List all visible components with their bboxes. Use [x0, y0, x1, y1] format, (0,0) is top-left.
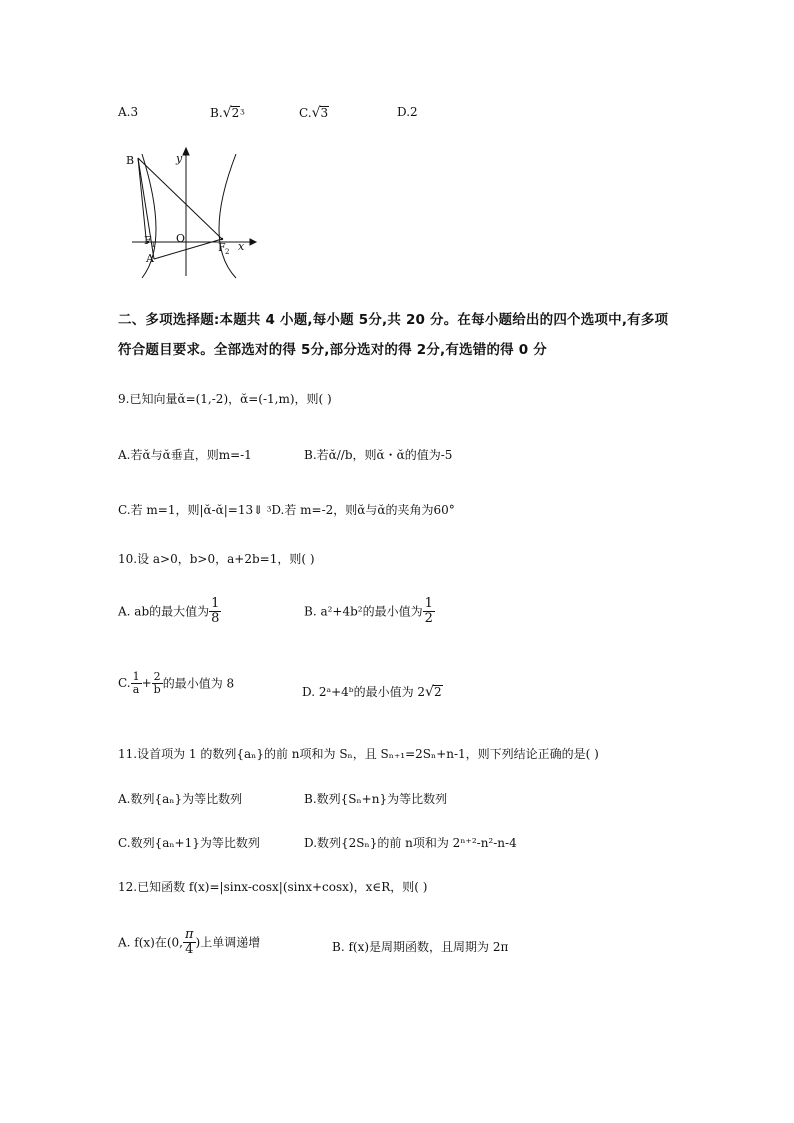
q9-option-b: B.若ᾰ//b，则ᾰ・ᾰ的值为-5 [304, 448, 453, 462]
q12-option-b: B. f(x)是周期函数，且周期为 2π [332, 940, 509, 954]
q10-option-d: D. 2ᵃ+4ᵇ的最小值为 2√2 [302, 684, 442, 700]
label-x: x [238, 240, 245, 253]
label-o: O [176, 232, 186, 245]
q10-option-c-den1: a [131, 683, 142, 696]
q12-option-a-fraction [183, 928, 196, 956]
label-f2-sub: 2 [225, 248, 230, 256]
label-f1: F [144, 234, 152, 247]
q11-option-c: C.数列{aₙ+1}为等比数列 [118, 836, 260, 850]
label-f2: F [218, 241, 226, 254]
q10-option-b-num: 1 [424, 596, 433, 611]
q8-option-b: B.√2ᶾ [210, 105, 245, 121]
label-b: B [126, 154, 135, 167]
q10-option-b [304, 597, 435, 625]
q10-option-c-num2: 2 [153, 670, 161, 683]
q10-option-c-num1: 1 [132, 670, 140, 683]
segment-bf2 [138, 158, 222, 239]
q10-option-a-den: 8 [211, 610, 220, 626]
q8-option-c: C.√3 [299, 105, 329, 121]
q10-option-c-den2: b [153, 682, 161, 696]
q12-option-a [118, 928, 260, 956]
q9-stem-a: 9.已知向量 [118, 392, 178, 406]
q8-option-c-prefix: C. [299, 106, 312, 120]
y-axis-arrow [183, 148, 189, 155]
section2-line1: 二、多项选择题:本题共 4 小题,每小题 5分,共 20 分。在每小题给出的四个选项中,有多项 [118, 312, 669, 328]
q12-option-a-prefix: A. f(x)在(0, [118, 935, 183, 950]
point-f2 [221, 238, 223, 240]
q10-option-b-den: 2 [424, 610, 433, 626]
hyperbola-right-branch [219, 154, 236, 278]
q10-option-b-fraction [423, 597, 435, 625]
q8-option-b-radicand: 2 [231, 106, 240, 120]
q10-option-d-radicand: 2 [433, 685, 442, 699]
q10-option-c-fraction1 [131, 671, 142, 695]
hyperbola-figure [118, 146, 258, 284]
q12-option-a-den: 4 [183, 942, 196, 957]
q11-option-d: D.数列{2Sₙ}的前 n项和为 2ⁿ⁺²-n²-n-4 [304, 836, 517, 850]
q8-option-d: D.2 [397, 105, 418, 119]
q10-option-c-prefix: C. [118, 676, 131, 691]
q9-stem [118, 390, 332, 407]
q9-option-a: A.若ᾰ与ᾰ垂直，则m=-1 [118, 448, 252, 462]
q8-option-b-suffix: ᶾ [240, 106, 245, 120]
q10-option-c [118, 671, 234, 695]
q10-option-a-fraction [209, 597, 221, 625]
q9-eq-a: =(1,-2)， [185, 392, 241, 406]
q8-option-a: A.3 [118, 105, 139, 119]
q10-option-c-fraction2 [152, 671, 163, 695]
q10-option-d-prefix: D. 2ᵃ+4ᵇ的最小值为 2 [302, 685, 426, 699]
q12-stem: 12.已知函数 f(x)=|sinx-cosx|(sinx+cosx)，x∈R，则( ) [118, 880, 428, 894]
q12-option-a-num: π [185, 927, 194, 942]
q11-option-a: A.数列{aₙ}为等比数列 [118, 792, 243, 806]
q11-option-b: B.数列{Sₙ+n}为等比数列 [304, 792, 448, 806]
q11-stem: 11.设首项为 1 的数列{aₙ}的前 n项和为 Sₙ，且 Sₙ₊₁=2Sₙ+n-1，则下列结论正确的是( ) [118, 747, 599, 761]
q8-option-c-radicand: 3 [320, 106, 329, 120]
q10-option-a-num: 1 [211, 596, 220, 611]
q9-vec-a: ᾰ [177, 392, 186, 406]
q10-option-c-suffix: 的最小值为 8 [162, 676, 235, 691]
q10-option-a-prefix: A. ab的最大值为 [118, 604, 210, 619]
q8-option-b-prefix: B. [210, 106, 223, 120]
q10-stem: 10.设 a>0，b>0，a+2b=1，则( ) [118, 552, 315, 566]
label-f1-sub: 1 [151, 241, 156, 249]
q10-option-c-plus: + [141, 676, 152, 691]
q10-option-a [118, 597, 221, 625]
x-axis-arrow [250, 239, 256, 245]
q9-eq-b: =(-1,m)，则( ) [248, 392, 332, 406]
q9-option-c-d: C.若 m=1，则|ᾰ-ᾰ|=13⇓ ᶾD.若 m=-2，则ᾰ与ᾰ的夹角为60° [118, 503, 455, 517]
label-y: y [176, 152, 183, 165]
q12-option-a-suffix: )上单调递增 [195, 935, 261, 950]
label-a: A [146, 252, 154, 265]
q9-vec-b: ᾰ [240, 392, 249, 406]
section2-line2: 符合题目要求。全部选对的得 5分,部分选对的得 2分,有选错的得 0 分 [118, 342, 547, 358]
q10-option-b-prefix: B. a²+4b²的最小值为 [304, 604, 423, 619]
